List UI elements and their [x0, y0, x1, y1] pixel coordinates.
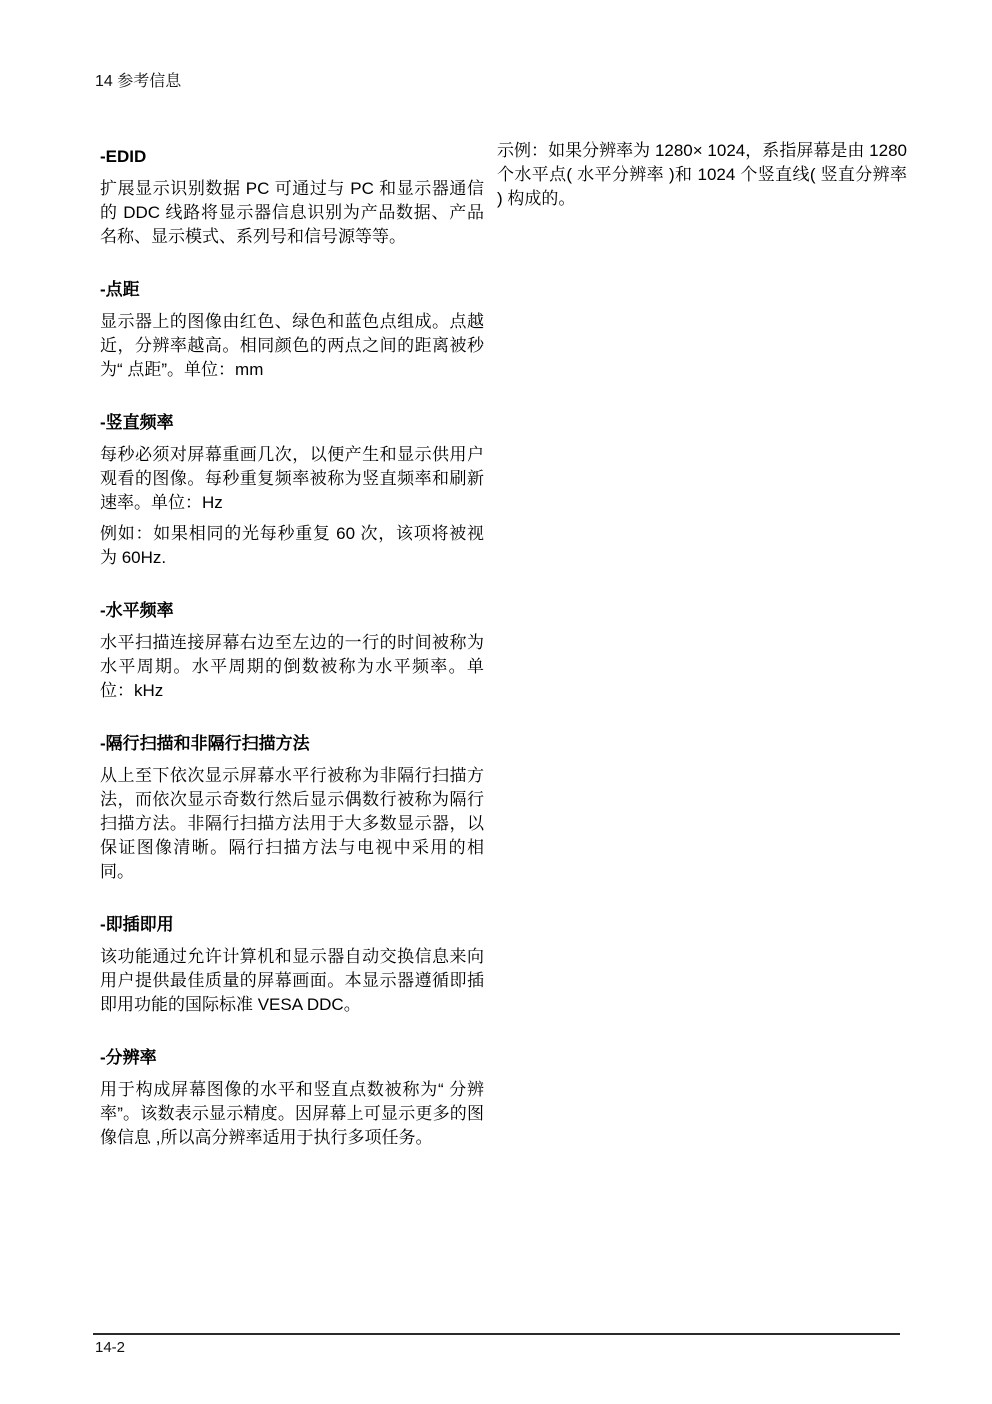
page-header: 14 参考信息	[95, 73, 182, 90]
section-paragraph: 用于构成屏幕图像的水平和竖直点数被称为“ 分辨率”。该数表示显示精度。因屏幕上可显示更多的图像信息 ,所以高分辨率适用于执行多项任务。	[100, 1080, 484, 1147]
section-heading-resolution: -分辨率	[100, 1048, 157, 1067]
glossary-left-column	[100, 146, 484, 1180]
glossary-section-resolution	[100, 1047, 484, 1150]
glossary-section-interlace	[100, 733, 484, 884]
section-paragraph: 水平扫描连接屏幕右边至左边的一行的时间被称为水平周期。水平周期的倒数被称为水平频率。单位：kHz	[100, 633, 484, 700]
footer-divider	[93, 1333, 900, 1335]
section-paragraph: 显示器上的图像由红色、绿色和蓝色点组成。点越近，分辨率越高。相同颜色的两点之间的距离被秒为“ 点距”。单位：mm	[100, 312, 484, 379]
glossary-section-horizontal-frequency	[100, 600, 484, 703]
section-paragraph: 扩展显示识别数据 PC 可通过与 PC 和显示器通信的 DDC 线路将显示器信息识别为产品数据、产品名称、显示模式、系列号和信号源等等。	[100, 179, 484, 246]
section-paragraph: 例如：如果相同的光每秒重复 60 次，该项将被视为 60Hz.	[100, 524, 484, 567]
section-paragraph: 从上至下依次显示屏幕水平行被称为非隔行扫描方法，而依次显示奇数行然后显示偶数行被称为隔行扫描方法。非隔行扫描方法用于大多数显示器，以保证图像清晰。隔行扫描方法与电视中采用的相同。	[100, 766, 484, 881]
glossary-section-plug-and-play	[100, 914, 484, 1017]
section-paragraph: 该功能通过允许计算机和显示器自动交换信息来向用户提供最佳质量的屏幕画面。本显示器遵循即插即用功能的国际标准 VESA DDC。	[100, 947, 484, 1014]
section-heading-dot-pitch: -点距	[100, 280, 140, 299]
section-paragraph: 每秒必须对屏幕重画几次，以便产生和显示供用户观看的图像。每秒重复频率被称为竖直频率和刷新速率。单位：Hz	[100, 445, 484, 512]
section-heading-vertical-frequency: -竖直频率	[100, 413, 174, 432]
page-number: 14-2	[95, 1339, 126, 1356]
glossary-right-column	[497, 139, 907, 211]
section-heading-edid: -EDID	[100, 147, 147, 166]
section-heading-interlace: -隔行扫描和非隔行扫描方法	[100, 734, 310, 753]
section-heading-horizontal-frequency: -水平频率	[100, 601, 174, 620]
glossary-section-dot-pitch	[100, 279, 484, 382]
glossary-section-vertical-frequency	[100, 412, 484, 570]
glossary-section-edid	[100, 146, 484, 249]
section-heading-plug-and-play: -即插即用	[100, 915, 174, 934]
resolution-example-paragraph: 示例：如果分辨率为 1280× 1024，系指屏幕是由 1280 个水平点( 水平分辨率 )和 1024 个竖直线( 竖直分辨率 ) 构成的。	[497, 141, 907, 208]
